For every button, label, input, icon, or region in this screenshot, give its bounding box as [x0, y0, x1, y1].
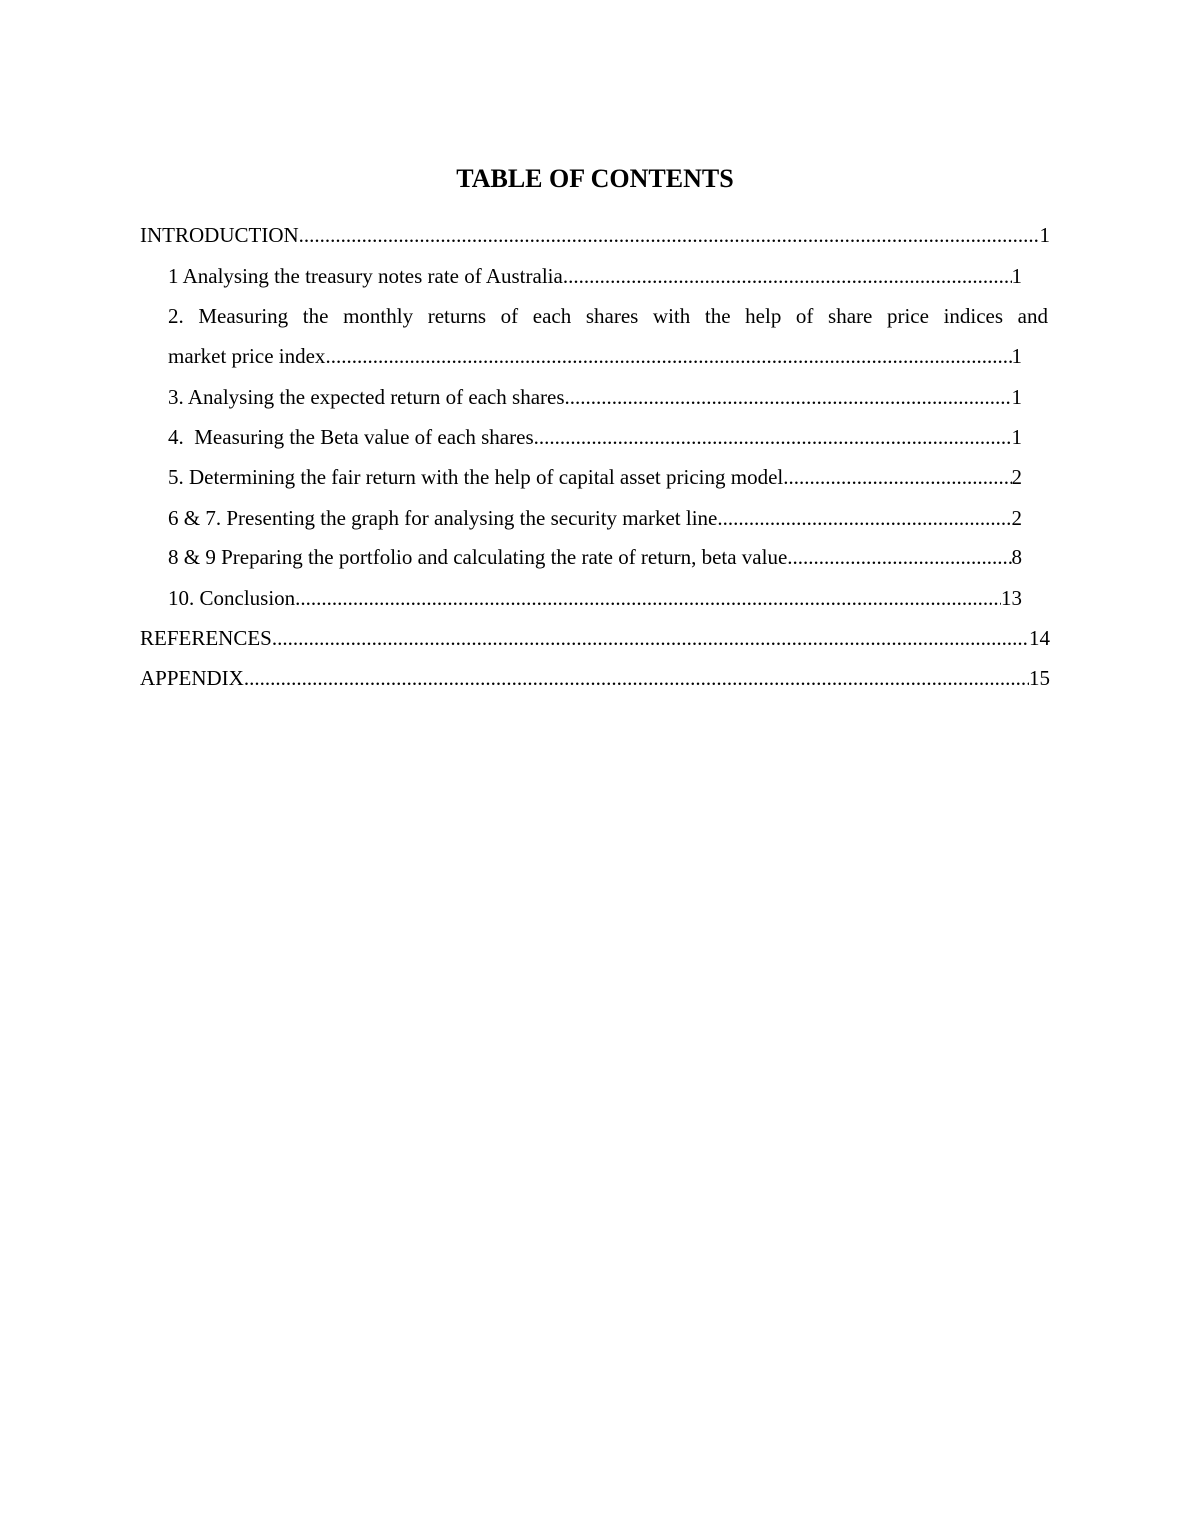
toc-entry-conclusion[interactable] — [168, 585, 1022, 611]
toc-entry-text: 6 & 7. Presenting the graph for analysing the security market line — [168, 506, 718, 530]
toc-entry-text-line2: market price index — [168, 344, 326, 368]
toc-entry-text: 3. Analysing the expected return of each shares — [168, 385, 565, 409]
toc-entry-text: REFERENCES — [140, 626, 272, 650]
toc-entry-line2 — [168, 343, 1022, 369]
toc-page-number: 1 — [1011, 264, 1022, 288]
toc-entry-expected-return[interactable] — [168, 384, 1022, 410]
toc-dot-leader — [244, 665, 1029, 691]
toc-dot-leader — [565, 384, 1012, 410]
toc-entry-security-market-line[interactable] — [168, 505, 1022, 531]
toc-dot-leader — [787, 544, 1011, 570]
toc-entry-text-line1: 2. Measuring the monthly returns of each shares with the help of share price indices and — [168, 304, 1048, 328]
toc-dot-leader — [563, 263, 1012, 289]
toc-page-number: 1 — [1011, 425, 1022, 449]
toc-entry-treasury-notes[interactable] — [168, 263, 1022, 289]
toc-page-number: 1 — [1011, 344, 1022, 368]
toc-dot-leader — [325, 343, 1011, 369]
toc-entry-monthly-returns[interactable] — [168, 303, 1048, 369]
toc-entry-text: INTRODUCTION — [140, 223, 299, 247]
toc-entry-appendix[interactable] — [140, 665, 1050, 691]
toc-page-number: 2 — [1011, 465, 1022, 489]
toc-entry-references[interactable] — [140, 625, 1050, 651]
toc-dot-leader — [295, 585, 1001, 611]
toc-dot-leader — [272, 625, 1029, 651]
toc-entry-text: 8 & 9 Preparing the portfolio and calculating the rate of return, beta value — [168, 545, 788, 569]
toc-page-number: 13 — [1001, 586, 1022, 610]
toc-dot-leader — [717, 505, 1011, 531]
toc-page-number: 1 — [1039, 223, 1050, 247]
toc-entry-text: APPENDIX — [140, 666, 244, 690]
toc-entry-introduction[interactable] — [140, 222, 1050, 248]
toc-entry-text: 10. Conclusion — [168, 586, 296, 610]
toc-page-number: 2 — [1011, 506, 1022, 530]
toc-entry-portfolio[interactable] — [168, 544, 1022, 570]
toc-entry-beta-value[interactable] — [168, 424, 1022, 450]
toc-dot-leader — [534, 424, 1012, 450]
toc-entry-text: 4. Measuring the Beta value of each shares — [168, 425, 534, 449]
toc-title: TABLE OF CONTENTS — [456, 164, 734, 193]
toc-entry-fair-return[interactable] — [168, 464, 1022, 490]
toc-entry-text: 1 Analysing the treasury notes rate of Australia — [168, 264, 563, 288]
toc-page-number: 8 — [1011, 545, 1022, 569]
toc-dot-leader — [783, 464, 1011, 490]
toc-dot-leader — [299, 222, 1040, 248]
toc-page-number: 1 — [1011, 385, 1022, 409]
toc-page-number: 14 — [1029, 626, 1050, 650]
toc-page-number: 15 — [1029, 666, 1050, 690]
toc-entry-text: 5. Determining the fair return with the help of capital asset pricing model — [168, 465, 784, 489]
